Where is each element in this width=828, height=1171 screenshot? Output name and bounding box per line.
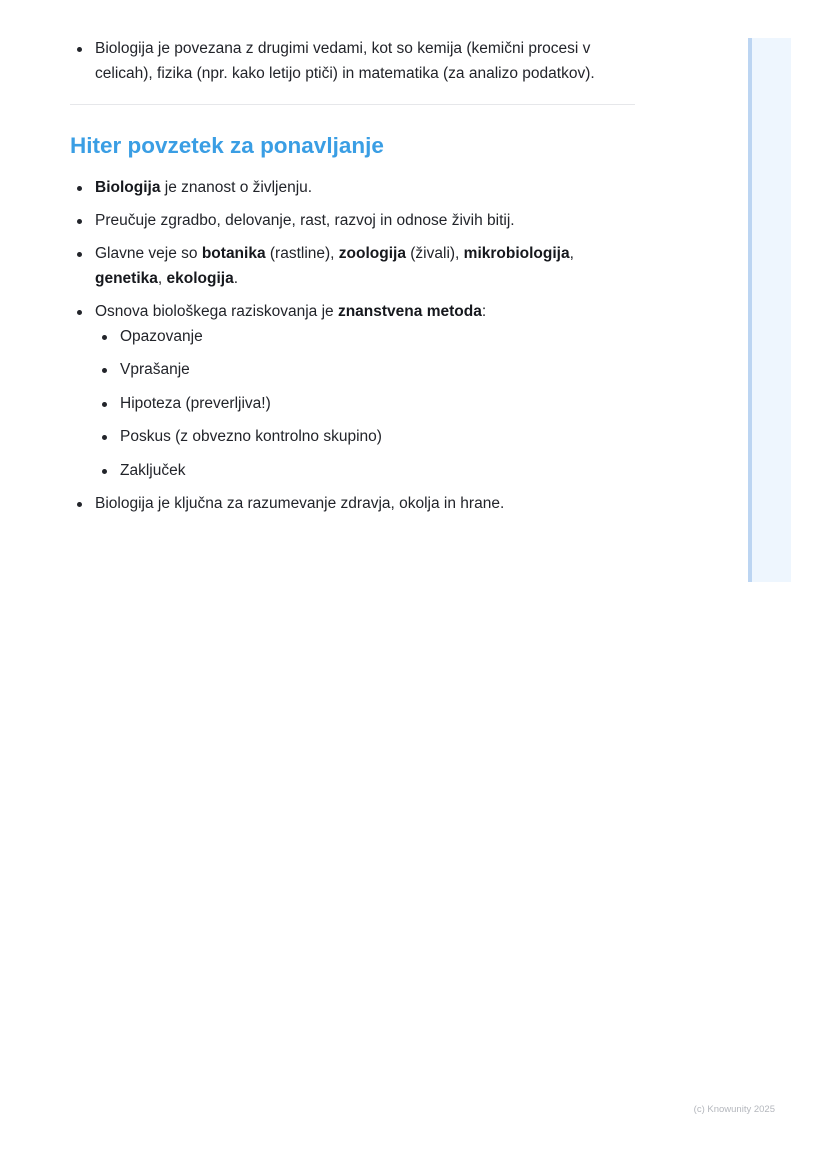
list-item: [70, 491, 635, 516]
list-item: [70, 241, 635, 291]
bold-term: Biologija: [95, 179, 161, 196]
list-item-text: Osnova biološkega raziskovanja je: [95, 303, 338, 320]
document-content: [70, 36, 635, 524]
list-item-text: :: [481, 303, 487, 320]
list-item-text: je znanost o življenju.: [160, 179, 313, 196]
text-part: .: [233, 270, 239, 287]
bold-term: zoologija: [338, 245, 406, 262]
bold-term: ekologija: [166, 270, 234, 287]
list-item: [70, 175, 635, 200]
bold-term: genetika: [95, 270, 158, 287]
summary-list: [70, 175, 635, 516]
list-item: [70, 208, 635, 233]
sub-list-item: Poskus (z obvezno kontrolno skupino): [95, 424, 635, 449]
list-item-text: Biologija je ključna za razumevanje zdravja, okolja in hrane.: [95, 494, 505, 512]
side-note-panel: [748, 38, 791, 582]
intro-list: [70, 36, 635, 86]
text-part: ,: [157, 270, 167, 287]
text-part: ,: [569, 245, 574, 262]
sub-list-item: Zaključek: [95, 458, 635, 483]
text-part: (živali),: [405, 245, 464, 262]
list-item-text: Preučuje zgradbo, delovanje, rast, razvoj in odnose živih bitij.: [95, 212, 515, 229]
list-item-text: Biologija je povezana z drugimi vedami, kot so kemija (kemični procesi v celicah), fizika (npr. kako letijo ptiči) in matematika (za analizo podatkov).: [95, 40, 595, 82]
bold-term: znanstvena metoda: [337, 303, 482, 320]
method-steps-list: [95, 324, 635, 483]
section-heading: Hiter povzetek za ponavljanje: [70, 133, 384, 158]
sub-list-item: Opazovanje: [95, 324, 635, 349]
bold-term: botanika: [201, 245, 266, 262]
sub-list-item: Hipoteza (preverljiva!): [95, 391, 635, 416]
text-part: Glavne veje so: [95, 245, 202, 262]
copyright-footer: (c) Knowunity 2025: [693, 1104, 775, 1115]
sub-list-item: Vprašanje: [95, 357, 635, 382]
list-item: [70, 36, 635, 86]
section-divider: [70, 104, 635, 105]
list-item: [70, 299, 635, 483]
text-part: (rastline),: [265, 245, 339, 262]
bold-term: mikrobiologija: [463, 245, 570, 262]
